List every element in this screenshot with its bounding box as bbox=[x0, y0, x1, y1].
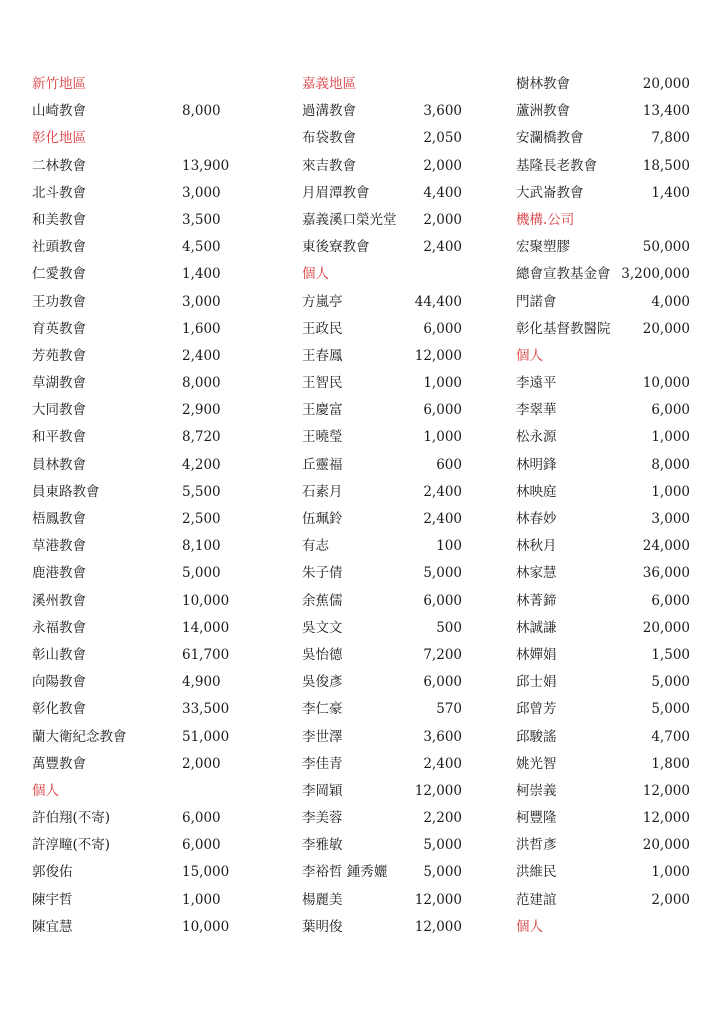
donation-amount: 1,500 bbox=[651, 646, 690, 663]
donation-row bbox=[32, 479, 282, 506]
donation-amount: 50,000 bbox=[642, 239, 690, 256]
donation-amount: 12,000 bbox=[642, 782, 690, 799]
donation-row bbox=[32, 153, 282, 180]
donation-row bbox=[516, 533, 712, 560]
donation-amount: 2,000 bbox=[423, 211, 462, 228]
donor-name: 石素月 bbox=[302, 483, 343, 500]
donation-amount: 4,700 bbox=[651, 728, 690, 745]
donor-name: 和美教會 bbox=[32, 211, 86, 228]
donation-row bbox=[302, 316, 502, 343]
donation-row bbox=[516, 588, 712, 615]
donation-amount: 2,400 bbox=[182, 347, 221, 364]
donation-row bbox=[302, 370, 502, 397]
donation-amount: 1,000 bbox=[651, 864, 690, 881]
section-heading-label: 彰化地區 bbox=[32, 130, 86, 147]
donor-name: 員林教會 bbox=[32, 456, 86, 473]
donation-amount: 2,400 bbox=[423, 511, 462, 527]
donation-row bbox=[516, 370, 712, 397]
donor-name: 方嵐亭 bbox=[302, 293, 343, 310]
donor-name: 向陽教會 bbox=[32, 674, 86, 691]
donation-amount: 20,000 bbox=[642, 837, 690, 854]
donor-name: 朱子倩 bbox=[302, 565, 343, 582]
donation-row bbox=[302, 533, 502, 560]
donation-row bbox=[516, 180, 712, 207]
donation-amount: 12,000 bbox=[414, 918, 462, 935]
donation-row bbox=[302, 424, 502, 451]
donor-name: 東後寮教會 bbox=[302, 239, 370, 256]
donor-name: 李仁豪 bbox=[302, 701, 343, 718]
donation-row bbox=[32, 397, 282, 424]
section-heading-label: 個人 bbox=[32, 782, 59, 799]
donor-name: 陳宜慧 bbox=[32, 918, 73, 935]
donation-amount: 1,800 bbox=[651, 755, 690, 772]
donor-name: 梧鳳教會 bbox=[32, 511, 86, 527]
donation-amount: 20,000 bbox=[642, 619, 690, 636]
donation-row bbox=[32, 669, 282, 696]
donation-amount: 7,800 bbox=[651, 130, 690, 147]
donor-name: 邱駿謠 bbox=[516, 728, 557, 745]
donation-amount: 2,000 bbox=[182, 755, 221, 772]
donor-name: 月眉潭教會 bbox=[302, 184, 370, 201]
donor-name: 王慶富 bbox=[302, 402, 343, 419]
donation-amount: 12,000 bbox=[642, 810, 690, 827]
donor-name: 葉明俊 bbox=[302, 918, 343, 935]
donation-amount: 2,000 bbox=[423, 157, 462, 174]
donor-name: 林家慧 bbox=[516, 565, 557, 582]
donor-name: 李遠平 bbox=[516, 375, 557, 392]
section-heading bbox=[32, 125, 282, 152]
donation-amount: 3,000 bbox=[182, 184, 221, 201]
donation-amount: 6,000 bbox=[182, 837, 221, 854]
donation-amount: 20,000 bbox=[642, 320, 690, 337]
donor-name: 李佳青 bbox=[302, 755, 343, 772]
donor-name: 安瀾橋教會 bbox=[516, 130, 584, 147]
section-heading bbox=[302, 261, 502, 288]
donation-row bbox=[32, 805, 282, 832]
donation-amount: 2,900 bbox=[182, 402, 221, 419]
donation-row bbox=[516, 724, 712, 751]
donation-row bbox=[32, 370, 282, 397]
donation-amount: 6,000 bbox=[182, 810, 221, 827]
donor-name: 許淳疃(不寄) bbox=[32, 837, 111, 854]
donation-row bbox=[516, 479, 712, 506]
donation-row bbox=[302, 751, 502, 778]
donation-amount: 5,000 bbox=[651, 701, 690, 718]
donation-row bbox=[32, 180, 282, 207]
donation-amount: 12,000 bbox=[414, 891, 462, 908]
donor-name: 楊麗美 bbox=[302, 891, 343, 908]
donation-row bbox=[302, 98, 502, 125]
donation-row bbox=[516, 452, 712, 479]
donation-row bbox=[302, 778, 502, 805]
section-heading bbox=[516, 343, 712, 370]
donation-row bbox=[302, 479, 502, 506]
donation-row bbox=[516, 887, 712, 914]
donation-amount: 5,000 bbox=[423, 565, 462, 582]
donor-name: 溪州教會 bbox=[32, 592, 86, 609]
donation-row bbox=[32, 261, 282, 288]
donation-amount: 1,000 bbox=[423, 429, 462, 446]
donation-amount: 15,000 bbox=[182, 864, 230, 881]
donation-row bbox=[516, 560, 712, 587]
donation-amount: 10,000 bbox=[182, 918, 230, 935]
section-heading-label: 個人 bbox=[516, 918, 543, 935]
donor-name: 大武崙教會 bbox=[516, 184, 584, 201]
donation-amount: 13,900 bbox=[182, 157, 230, 174]
donation-amount: 8,100 bbox=[182, 538, 221, 555]
donor-name: 樹林教會 bbox=[516, 76, 570, 92]
donation-amount: 10,000 bbox=[182, 592, 230, 609]
donation-row bbox=[302, 125, 502, 152]
donation-row bbox=[516, 751, 712, 778]
donor-name: 王功教會 bbox=[32, 293, 86, 310]
donation-row bbox=[32, 424, 282, 451]
donation-row bbox=[302, 696, 502, 723]
donation-row bbox=[302, 887, 502, 914]
donation-amount: 6,000 bbox=[651, 592, 690, 609]
donation-row bbox=[516, 234, 712, 261]
donation-amount: 4,400 bbox=[423, 184, 462, 201]
donation-amount: 500 bbox=[436, 619, 462, 636]
donation-row bbox=[302, 343, 502, 370]
donor-name: 彰化基督教醫院 bbox=[516, 320, 611, 337]
donor-name: 李翠華 bbox=[516, 402, 557, 419]
donor-name: 萬豐教會 bbox=[32, 755, 86, 772]
donation-amount: 51,000 bbox=[182, 728, 230, 745]
donation-amount: 1,000 bbox=[651, 483, 690, 500]
donor-name: 吳俊彥 bbox=[302, 674, 343, 691]
donation-row bbox=[516, 778, 712, 805]
donation-amount: 6,000 bbox=[651, 402, 690, 419]
donation-row bbox=[302, 452, 502, 479]
donation-row bbox=[302, 859, 502, 886]
donor-name: 林秋月 bbox=[516, 538, 557, 555]
donor-name: 王智民 bbox=[302, 375, 343, 392]
donation-row bbox=[32, 506, 282, 533]
donor-name: 芳苑教會 bbox=[32, 347, 86, 364]
donor-name: 李世澤 bbox=[302, 728, 343, 745]
donor-name: 總會宣教基金會 bbox=[516, 266, 611, 283]
donation-row bbox=[302, 234, 502, 261]
donor-name: 過溝教會 bbox=[302, 103, 356, 120]
donation-row bbox=[516, 71, 712, 98]
donation-row bbox=[32, 343, 282, 370]
donation-row bbox=[32, 316, 282, 343]
donation-row bbox=[516, 696, 712, 723]
donation-amount: 5,000 bbox=[423, 837, 462, 854]
donation-row bbox=[302, 207, 502, 234]
donor-name: 二林教會 bbox=[32, 157, 86, 174]
donation-amount: 2,500 bbox=[182, 511, 221, 527]
donor-name: 許伯翔(不寄) bbox=[32, 810, 111, 827]
donor-name: 仁愛教會 bbox=[32, 266, 86, 283]
donation-amount: 12,000 bbox=[414, 782, 462, 799]
donation-amount: 1,000 bbox=[651, 429, 690, 446]
donation-row bbox=[32, 234, 282, 261]
donor-name: 王春鳳 bbox=[302, 347, 343, 364]
donation-row bbox=[516, 832, 712, 859]
donation-amount: 3,200,000 bbox=[621, 266, 690, 283]
section-heading-label: 機構.公司 bbox=[516, 211, 575, 228]
donation-row bbox=[516, 397, 712, 424]
donation-amount: 18,500 bbox=[642, 157, 690, 174]
donation-column-1 bbox=[32, 71, 282, 941]
donation-amount: 8,000 bbox=[651, 456, 690, 473]
donation-row bbox=[302, 289, 502, 316]
donor-name: 李美蓉 bbox=[302, 810, 343, 827]
donation-row bbox=[32, 615, 282, 642]
donation-row bbox=[516, 316, 712, 343]
donation-amount: 7,200 bbox=[423, 646, 462, 663]
donation-amount: 10,000 bbox=[642, 375, 690, 392]
donor-name: 余蕉儒 bbox=[302, 592, 343, 609]
donor-name: 林誠謙 bbox=[516, 619, 557, 636]
donation-amount: 5,000 bbox=[423, 864, 462, 881]
donation-amount: 33,500 bbox=[182, 701, 230, 718]
donor-name: 鹿港教會 bbox=[32, 565, 86, 582]
donation-amount: 8,000 bbox=[182, 103, 221, 120]
donation-row bbox=[302, 153, 502, 180]
donation-amount: 24,000 bbox=[642, 538, 690, 555]
donor-name: 草港教會 bbox=[32, 538, 86, 555]
donor-name: 陳宇哲 bbox=[32, 891, 73, 908]
donor-name: 蘭大衛紀念教會 bbox=[32, 728, 127, 745]
donor-name: 王政民 bbox=[302, 320, 343, 337]
donation-row bbox=[516, 805, 712, 832]
donor-name: 吳怡德 bbox=[302, 646, 343, 663]
donor-name: 郭俊佑 bbox=[32, 864, 73, 881]
donor-name: 有志 bbox=[302, 538, 329, 555]
donation-amount: 100 bbox=[436, 538, 462, 555]
donation-row bbox=[302, 914, 502, 941]
donation-row bbox=[32, 832, 282, 859]
donation-row bbox=[302, 588, 502, 615]
donor-name: 山崎教會 bbox=[32, 103, 86, 120]
donor-name: 李岡穎 bbox=[302, 782, 343, 799]
donation-amount: 6,000 bbox=[423, 592, 462, 609]
donation-amount: 44,400 bbox=[414, 293, 462, 310]
donation-amount: 6,000 bbox=[423, 674, 462, 691]
donation-row bbox=[32, 533, 282, 560]
donation-amount: 8,720 bbox=[182, 429, 221, 446]
donation-row bbox=[32, 452, 282, 479]
donor-name: 林菁鍗 bbox=[516, 592, 557, 609]
donation-amount: 8,000 bbox=[182, 375, 221, 392]
donation-row bbox=[516, 642, 712, 669]
donation-row bbox=[516, 859, 712, 886]
donation-row bbox=[32, 751, 282, 778]
donation-row bbox=[32, 289, 282, 316]
donation-amount: 6,000 bbox=[423, 320, 462, 337]
donation-column-2 bbox=[302, 71, 502, 941]
donation-amount: 12,000 bbox=[414, 347, 462, 364]
donation-row bbox=[32, 724, 282, 751]
section-heading-label: 新竹地區 bbox=[32, 76, 86, 92]
donor-name: 蘆洲教會 bbox=[516, 103, 570, 120]
donor-name: 邱士娟 bbox=[516, 674, 557, 691]
donation-amount: 5,500 bbox=[182, 483, 221, 500]
donation-row bbox=[516, 125, 712, 152]
donation-amount: 4,000 bbox=[651, 293, 690, 310]
donor-name: 彰山教會 bbox=[32, 646, 86, 663]
donation-amount: 4,200 bbox=[182, 456, 221, 473]
donation-amount: 4,900 bbox=[182, 674, 221, 691]
section-heading-label: 嘉義地區 bbox=[302, 76, 356, 92]
donor-name: 草湖教會 bbox=[32, 375, 86, 392]
donation-row bbox=[302, 560, 502, 587]
donation-row bbox=[302, 642, 502, 669]
donation-row bbox=[516, 98, 712, 125]
donation-amount: 14,000 bbox=[182, 619, 230, 636]
donor-name: 員東路教會 bbox=[32, 483, 100, 500]
donor-name: 社頭教會 bbox=[32, 239, 86, 256]
donor-name: 基隆長老教會 bbox=[516, 157, 597, 174]
donation-amount: 2,400 bbox=[423, 239, 462, 256]
donor-name: 松永源 bbox=[516, 429, 557, 446]
donor-name: 柯豐隆 bbox=[516, 810, 557, 827]
donation-row bbox=[302, 397, 502, 424]
donor-name: 洪維民 bbox=[516, 864, 557, 881]
donation-row bbox=[32, 560, 282, 587]
donation-amount: 2,200 bbox=[423, 810, 462, 827]
donor-name: 李雅敏 bbox=[302, 837, 343, 854]
donation-amount: 3,600 bbox=[423, 103, 462, 120]
donation-amount: 570 bbox=[436, 701, 462, 718]
donor-name: 北斗教會 bbox=[32, 184, 86, 201]
donation-amount: 600 bbox=[436, 456, 462, 473]
donor-name: 布袋教會 bbox=[302, 130, 356, 147]
donor-name: 林嬋娟 bbox=[516, 646, 557, 663]
donation-amount: 3,000 bbox=[651, 511, 690, 527]
donation-row bbox=[302, 180, 502, 207]
donation-amount: 3,500 bbox=[182, 211, 221, 228]
donor-name: 姚光智 bbox=[516, 755, 557, 772]
donor-name: 林映庭 bbox=[516, 483, 557, 500]
donation-row bbox=[32, 98, 282, 125]
donation-amount: 20,000 bbox=[642, 76, 690, 92]
donation-amount: 36,000 bbox=[642, 565, 690, 582]
donor-name: 林明鋒 bbox=[516, 456, 557, 473]
donation-row bbox=[516, 261, 712, 288]
donation-row bbox=[302, 615, 502, 642]
donation-amount: 3,000 bbox=[182, 293, 221, 310]
donor-name: 伍珮鈴 bbox=[302, 511, 343, 527]
donation-column-3 bbox=[516, 71, 712, 941]
donation-amount: 2,400 bbox=[423, 755, 462, 772]
donation-row bbox=[32, 207, 282, 234]
donor-name: 彰化教會 bbox=[32, 701, 86, 718]
donor-name: 吳文文 bbox=[302, 619, 343, 636]
donation-row bbox=[302, 669, 502, 696]
donation-row bbox=[516, 289, 712, 316]
donor-name: 王曉瑩 bbox=[302, 429, 343, 446]
donation-amount: 6,000 bbox=[423, 402, 462, 419]
donation-amount: 1,600 bbox=[182, 320, 221, 337]
donation-amount: 1,000 bbox=[423, 375, 462, 392]
donor-name: 李裕哲 鍾秀孋 bbox=[302, 864, 388, 881]
donation-row bbox=[516, 424, 712, 451]
donation-amount: 1,000 bbox=[182, 891, 221, 908]
donor-name: 來吉教會 bbox=[302, 157, 356, 174]
donor-name: 育英教會 bbox=[32, 320, 86, 337]
donor-name: 永福教會 bbox=[32, 619, 86, 636]
donation-row bbox=[302, 805, 502, 832]
donation-row bbox=[32, 859, 282, 886]
donation-amount: 61,700 bbox=[182, 646, 230, 663]
donor-name: 大同教會 bbox=[32, 402, 86, 419]
donation-amount: 2,000 bbox=[651, 891, 690, 908]
section-heading bbox=[516, 914, 712, 941]
donation-row bbox=[516, 506, 712, 533]
donor-name: 門諾會 bbox=[516, 293, 557, 310]
donation-row bbox=[516, 615, 712, 642]
section-heading-label: 個人 bbox=[302, 266, 329, 283]
donation-amount: 1,400 bbox=[651, 184, 690, 201]
donation-amount: 3,600 bbox=[423, 728, 462, 745]
donation-amount: 2,400 bbox=[423, 483, 462, 500]
donation-row bbox=[32, 887, 282, 914]
donor-name: 范建誼 bbox=[516, 891, 557, 908]
donation-row bbox=[516, 669, 712, 696]
donor-name: 嘉義溪口榮光堂 bbox=[302, 211, 397, 228]
donation-amount: 2,050 bbox=[423, 130, 462, 147]
donor-name: 和平教會 bbox=[32, 429, 86, 446]
donation-amount: 5,000 bbox=[651, 674, 690, 691]
donor-name: 柯崇義 bbox=[516, 782, 557, 799]
donor-name: 林春妙 bbox=[516, 511, 557, 527]
donation-amount: 13,400 bbox=[642, 103, 690, 120]
section-heading bbox=[32, 71, 282, 98]
donor-name: 邱曾芳 bbox=[516, 701, 557, 718]
donation-amount: 1,400 bbox=[182, 266, 221, 283]
donation-amount: 4,500 bbox=[182, 239, 221, 256]
section-heading bbox=[32, 778, 282, 805]
donation-row bbox=[32, 588, 282, 615]
donation-row bbox=[302, 724, 502, 751]
section-heading-label: 個人 bbox=[516, 347, 543, 364]
donor-name: 宏聚塑膠 bbox=[516, 239, 570, 256]
donation-amount: 5,000 bbox=[182, 565, 221, 582]
donation-row bbox=[302, 506, 502, 533]
section-heading bbox=[302, 71, 502, 98]
section-heading bbox=[516, 207, 712, 234]
donation-row bbox=[32, 914, 282, 941]
donation-row bbox=[32, 696, 282, 723]
donation-row bbox=[32, 642, 282, 669]
donation-row bbox=[516, 153, 712, 180]
donor-name: 丘靈福 bbox=[302, 456, 343, 473]
donation-row bbox=[302, 832, 502, 859]
donor-name: 洪哲彥 bbox=[516, 837, 557, 854]
